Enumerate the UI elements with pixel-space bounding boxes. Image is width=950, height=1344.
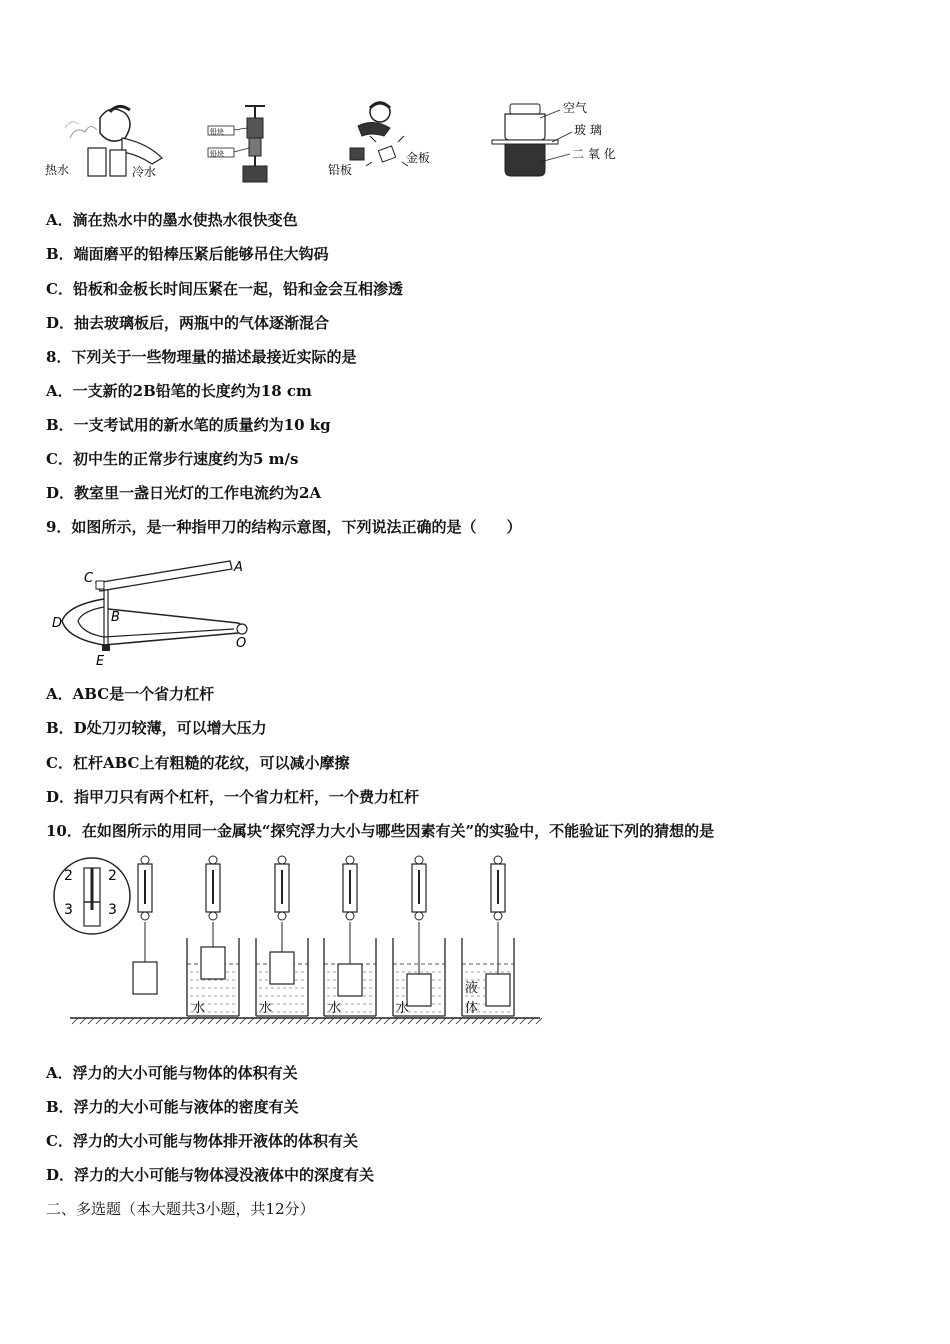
spring-scale bbox=[138, 856, 152, 920]
glass-label: 玻 璃 bbox=[574, 123, 602, 137]
air-label: 空气 bbox=[563, 101, 588, 115]
water-label-2: 水 bbox=[259, 1001, 273, 1016]
lead-plate-label: 铅板 bbox=[328, 163, 353, 177]
q10-option-d: D．浮力的大小可能与物体浸没液体中的深度有关 bbox=[46, 1166, 375, 1184]
q10-option-a: A．浮力的大小可能与物体的体积有关 bbox=[46, 1064, 298, 1082]
hot-water-label: 热水 bbox=[45, 163, 70, 177]
q8-option-b: B．一支考试用的新水笔的质量约为10 kg bbox=[46, 416, 331, 434]
scale-magnifier bbox=[54, 858, 130, 934]
label-b: B bbox=[111, 610, 120, 625]
q9-stem: 9．如图所示，是一种指甲刀的结构示意图，下列说法正确的是（ ） bbox=[46, 518, 522, 536]
water-label-1: 水 bbox=[192, 1001, 206, 1016]
q9-option-b: B．D处刀刃较薄，可以增大压力 bbox=[46, 719, 267, 737]
section-multiple-choice-heading: 二、多选题（本大题共3小题，共12分） bbox=[46, 1200, 315, 1218]
label-a: A bbox=[234, 560, 243, 575]
lead-blocks-illustration bbox=[208, 106, 267, 182]
co2-label: 二 氧 化 bbox=[572, 147, 616, 161]
hot-cold-water-illustration bbox=[45, 106, 162, 179]
label-d: D bbox=[52, 616, 63, 631]
q10-option-c: C．浮力的大小可能与物体排开液体的体积有关 bbox=[46, 1132, 358, 1150]
spring-scale bbox=[491, 856, 505, 920]
q9-option-a: A．ABC是一个省力杠杆 bbox=[46, 685, 215, 703]
spring-scale bbox=[275, 856, 289, 920]
label-o: O bbox=[236, 636, 247, 651]
water-label-3: 水 bbox=[328, 1001, 342, 1016]
q8-option-c: C．初中生的正常步行速度约为5 m/s bbox=[46, 450, 299, 468]
gas-bottles-illustration bbox=[492, 100, 616, 176]
figure-nail-clipper bbox=[48, 555, 263, 670]
q7-option-a: A．滴在热水中的墨水使热水很快变色 bbox=[46, 211, 298, 229]
scale-2-right: 2 bbox=[108, 868, 117, 884]
spring-scale bbox=[343, 856, 357, 920]
label-c: C bbox=[84, 571, 94, 586]
q9-option-c: C．杠杆ABC上有粗糙的花纹，可以减小摩擦 bbox=[46, 754, 350, 772]
scale-3-left: 3 bbox=[64, 902, 73, 918]
lead-block-label-1: 铅块 bbox=[210, 128, 224, 136]
q10-option-b: B．浮力的大小可能与液体的密度有关 bbox=[46, 1098, 299, 1116]
label-e: E bbox=[96, 654, 105, 669]
q9-option-d: D．指甲刀只有两个杠杆，一个省力杠杆，一个费力杠杆 bbox=[46, 788, 420, 806]
q8-option-a: A．一支新的2B铅笔的长度约为18 cm bbox=[46, 382, 312, 400]
gold-plate-label: 金板 bbox=[406, 151, 431, 165]
scale-3-right: 3 bbox=[108, 902, 117, 918]
figure-diffusion-experiments bbox=[40, 98, 640, 188]
q8-option-d: D．教室里一盏日光灯的工作电流约为2A bbox=[46, 484, 322, 502]
spring-scale bbox=[412, 856, 426, 920]
figure-buoyancy-experiment bbox=[50, 852, 550, 1027]
water-label-4: 水 bbox=[396, 1001, 410, 1016]
q8-stem: 8．下列关于一些物理量的描述最接近实际的是 bbox=[46, 348, 357, 366]
q10-stem: 10．在如图所示的用同一金属块“探究浮力大小与哪些因素有关”的实验中，不能验证下列的猜想的是 bbox=[46, 822, 715, 840]
q7-option-c: C．铅板和金板长时间压紧在一起，铅和金会互相渗透 bbox=[46, 280, 403, 298]
cold-water-label: 冷水 bbox=[132, 165, 157, 179]
liquid-label-2: 体 bbox=[465, 1001, 479, 1016]
q7-option-b: B．端面磨平的铅棒压紧后能够吊住大钩码 bbox=[46, 245, 329, 263]
lead-block-label-2: 铅块 bbox=[210, 150, 224, 158]
spring-scale bbox=[206, 856, 220, 920]
scale-2-left: 2 bbox=[64, 868, 73, 884]
q7-option-d: D．抽去玻璃板后，两瓶中的气体逐渐混合 bbox=[46, 314, 330, 332]
liquid-label-1: 液 bbox=[465, 981, 479, 996]
lead-gold-plates-illustration bbox=[328, 102, 430, 177]
